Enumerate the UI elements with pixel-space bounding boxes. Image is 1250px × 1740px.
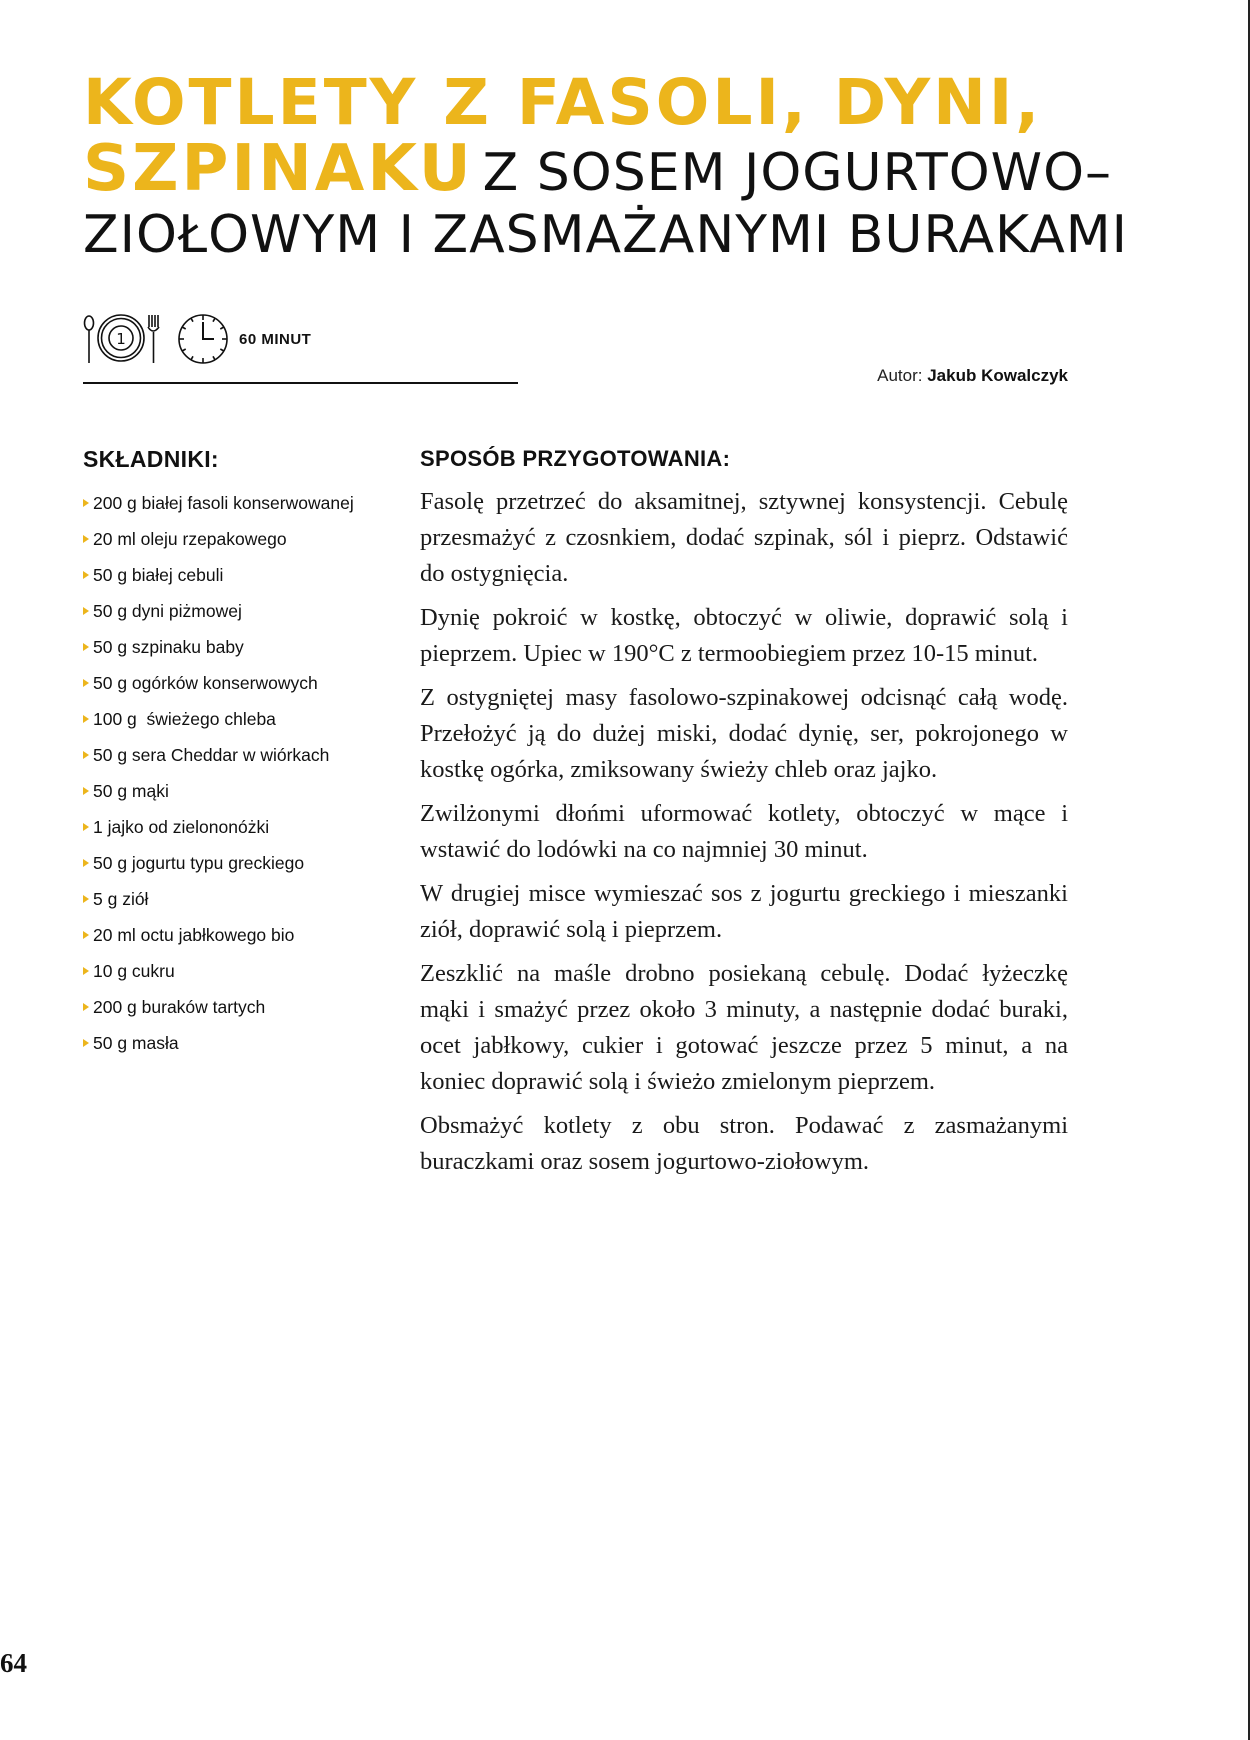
method-paragraph: W drugiej misce wymieszać sos z jogurtu greckiego i mieszanki ziół, doprawić solą i pieprzem.	[420, 880, 1068, 943]
triangle-bullet-icon	[83, 895, 89, 903]
clock-icon	[177, 313, 229, 365]
ingredient-item	[83, 665, 354, 701]
ingredient-item	[83, 485, 354, 521]
ingredient-text: 50 g ogórków konserwowych	[93, 673, 318, 693]
ingredient-text: 100 g świeżego chleba	[93, 709, 276, 729]
recipe-title	[83, 66, 1128, 268]
ingredient-item	[83, 917, 354, 953]
triangle-bullet-icon	[83, 751, 89, 759]
triangle-bullet-icon	[83, 571, 89, 579]
ingredient-text: 200 g buraków tartych	[93, 997, 266, 1017]
ingredient-item	[83, 701, 354, 737]
ingredient-text: 50 g mąki	[93, 781, 169, 801]
title-line-1	[83, 66, 1083, 139]
title-accent-text: KOTLETY Z FASOLI, DYNI,	[83, 66, 1043, 139]
author-label: Autor:	[877, 366, 923, 385]
ingredient-item	[83, 557, 354, 593]
triangle-bullet-icon	[83, 1003, 89, 1011]
ingredient-item	[83, 881, 354, 917]
ingredients-heading: SKŁADNIKI:	[83, 446, 219, 472]
ingredient-item	[83, 989, 354, 1025]
ingredient-text: 50 g masła	[93, 1033, 179, 1053]
method-paragraph: Zeszklić na maśle drobno posiekaną cebulę. Dodać łyżeczkę mąki i smażyć przez około 3 minuty, a następnie dodać buraki, ocet jabłkowy, cukier i gotować jeszcze przez 5 minut, a na koniec doprawić solą i świeżo zmielonym pieprzem.	[420, 960, 1068, 1095]
triangle-bullet-icon	[83, 823, 89, 831]
svg-text:1: 1	[116, 330, 126, 348]
ingredient-item	[83, 809, 354, 845]
triangle-bullet-icon	[83, 679, 89, 687]
triangle-bullet-icon	[83, 499, 89, 507]
plate-cutlery-icon	[83, 313, 161, 365]
ingredient-item	[83, 1025, 354, 1061]
ingredient-text: 200 g białej fasoli konserwowanej	[93, 493, 354, 513]
prep-time: 60 MINUT	[239, 330, 312, 348]
triangle-bullet-icon	[83, 859, 89, 867]
ingredient-text: 1 jajko od zielononóżki	[93, 817, 270, 837]
ingredient-text: 50 g sera Cheddar w wiórkach	[93, 745, 330, 765]
ingredient-text: 10 g cukru	[93, 961, 175, 981]
title-accent-text: SZPINAKU	[83, 132, 474, 206]
author-credit	[877, 366, 1068, 386]
header-divider	[83, 382, 518, 384]
ingredient-text: 50 g dyni piżmowej	[93, 601, 242, 621]
triangle-bullet-icon	[83, 607, 89, 615]
method-paragraph: Dynię pokroić w kostkę, obtoczyć w oliwie, doprawić solą i pieprzem. Upiec w 190°C z termoobiegiem przez 10-15 minut.	[420, 604, 1068, 667]
triangle-bullet-icon	[83, 967, 89, 975]
triangle-bullet-icon	[83, 787, 89, 795]
ingredient-text: 50 g szpinaku baby	[93, 637, 244, 657]
ingredient-item	[83, 593, 354, 629]
method-heading: SPOSÓB PRZYGOTOWANIA:	[420, 446, 731, 471]
ingredient-item	[83, 773, 354, 809]
triangle-bullet-icon	[83, 535, 89, 543]
title-subtitle-text: ZIOŁOWYM I ZASMAŻANYMI BURAKAMI	[83, 205, 1128, 265]
recipe-meta	[83, 313, 311, 365]
method-paragraph: Zwilżonymi dłońmi uformować kotlety, obtoczyć w mące i wstawić do lodówki na co najmniej 30 minut.	[420, 800, 1068, 863]
method-paragraph: Obsmażyć kotlety z obu stron. Podawać z zasmażanymi buraczkami oraz sosem jogurtowo-ziołowym.	[420, 1112, 1068, 1175]
title-line-3	[83, 202, 1128, 268]
triangle-bullet-icon	[83, 1039, 89, 1047]
method-paragraph: Z ostygniętej masy fasolowo-szpinakowej odcisnąć całą wodę. Przełożyć ją do dużej miski, dodać dynię, ser, pokrojonego w kostkę ogórka, zmiksowany świeży chleb oraz jajko.	[420, 684, 1068, 783]
method-steps	[420, 484, 1068, 1188]
ingredient-text: 50 g jogurtu typu greckiego	[93, 853, 305, 873]
ingredient-text: 50 g białej cebuli	[93, 565, 224, 585]
author-name: Jakub Kowalczyk	[927, 366, 1068, 385]
title-line-2	[83, 132, 1112, 206]
triangle-bullet-icon	[83, 643, 89, 651]
ingredients-list	[83, 485, 354, 1061]
triangle-bullet-icon	[83, 931, 89, 939]
triangle-bullet-icon	[83, 715, 89, 723]
ingredient-text: 20 ml octu jabłkowego bio	[93, 925, 295, 945]
title-subtitle-text: Z SOSEM JOGURTOWO–	[482, 143, 1112, 203]
ingredient-item	[83, 845, 354, 881]
method-paragraph: Fasolę przetrzeć do aksamitnej, sztywnej konsystencji. Cebulę przesmażyć z czosnkiem, dodać szpinak, sól i pieprz. Odstawić do ostygnięcia.	[420, 488, 1068, 587]
ingredient-item	[83, 737, 354, 773]
ingredient-item	[83, 953, 354, 989]
ingredient-item	[83, 521, 354, 557]
ingredient-item	[83, 629, 354, 665]
ingredient-text: 20 ml oleju rzepakowego	[93, 529, 287, 549]
ingredient-text: 5 g ziół	[93, 889, 149, 909]
page-number: 64	[0, 1648, 27, 1678]
